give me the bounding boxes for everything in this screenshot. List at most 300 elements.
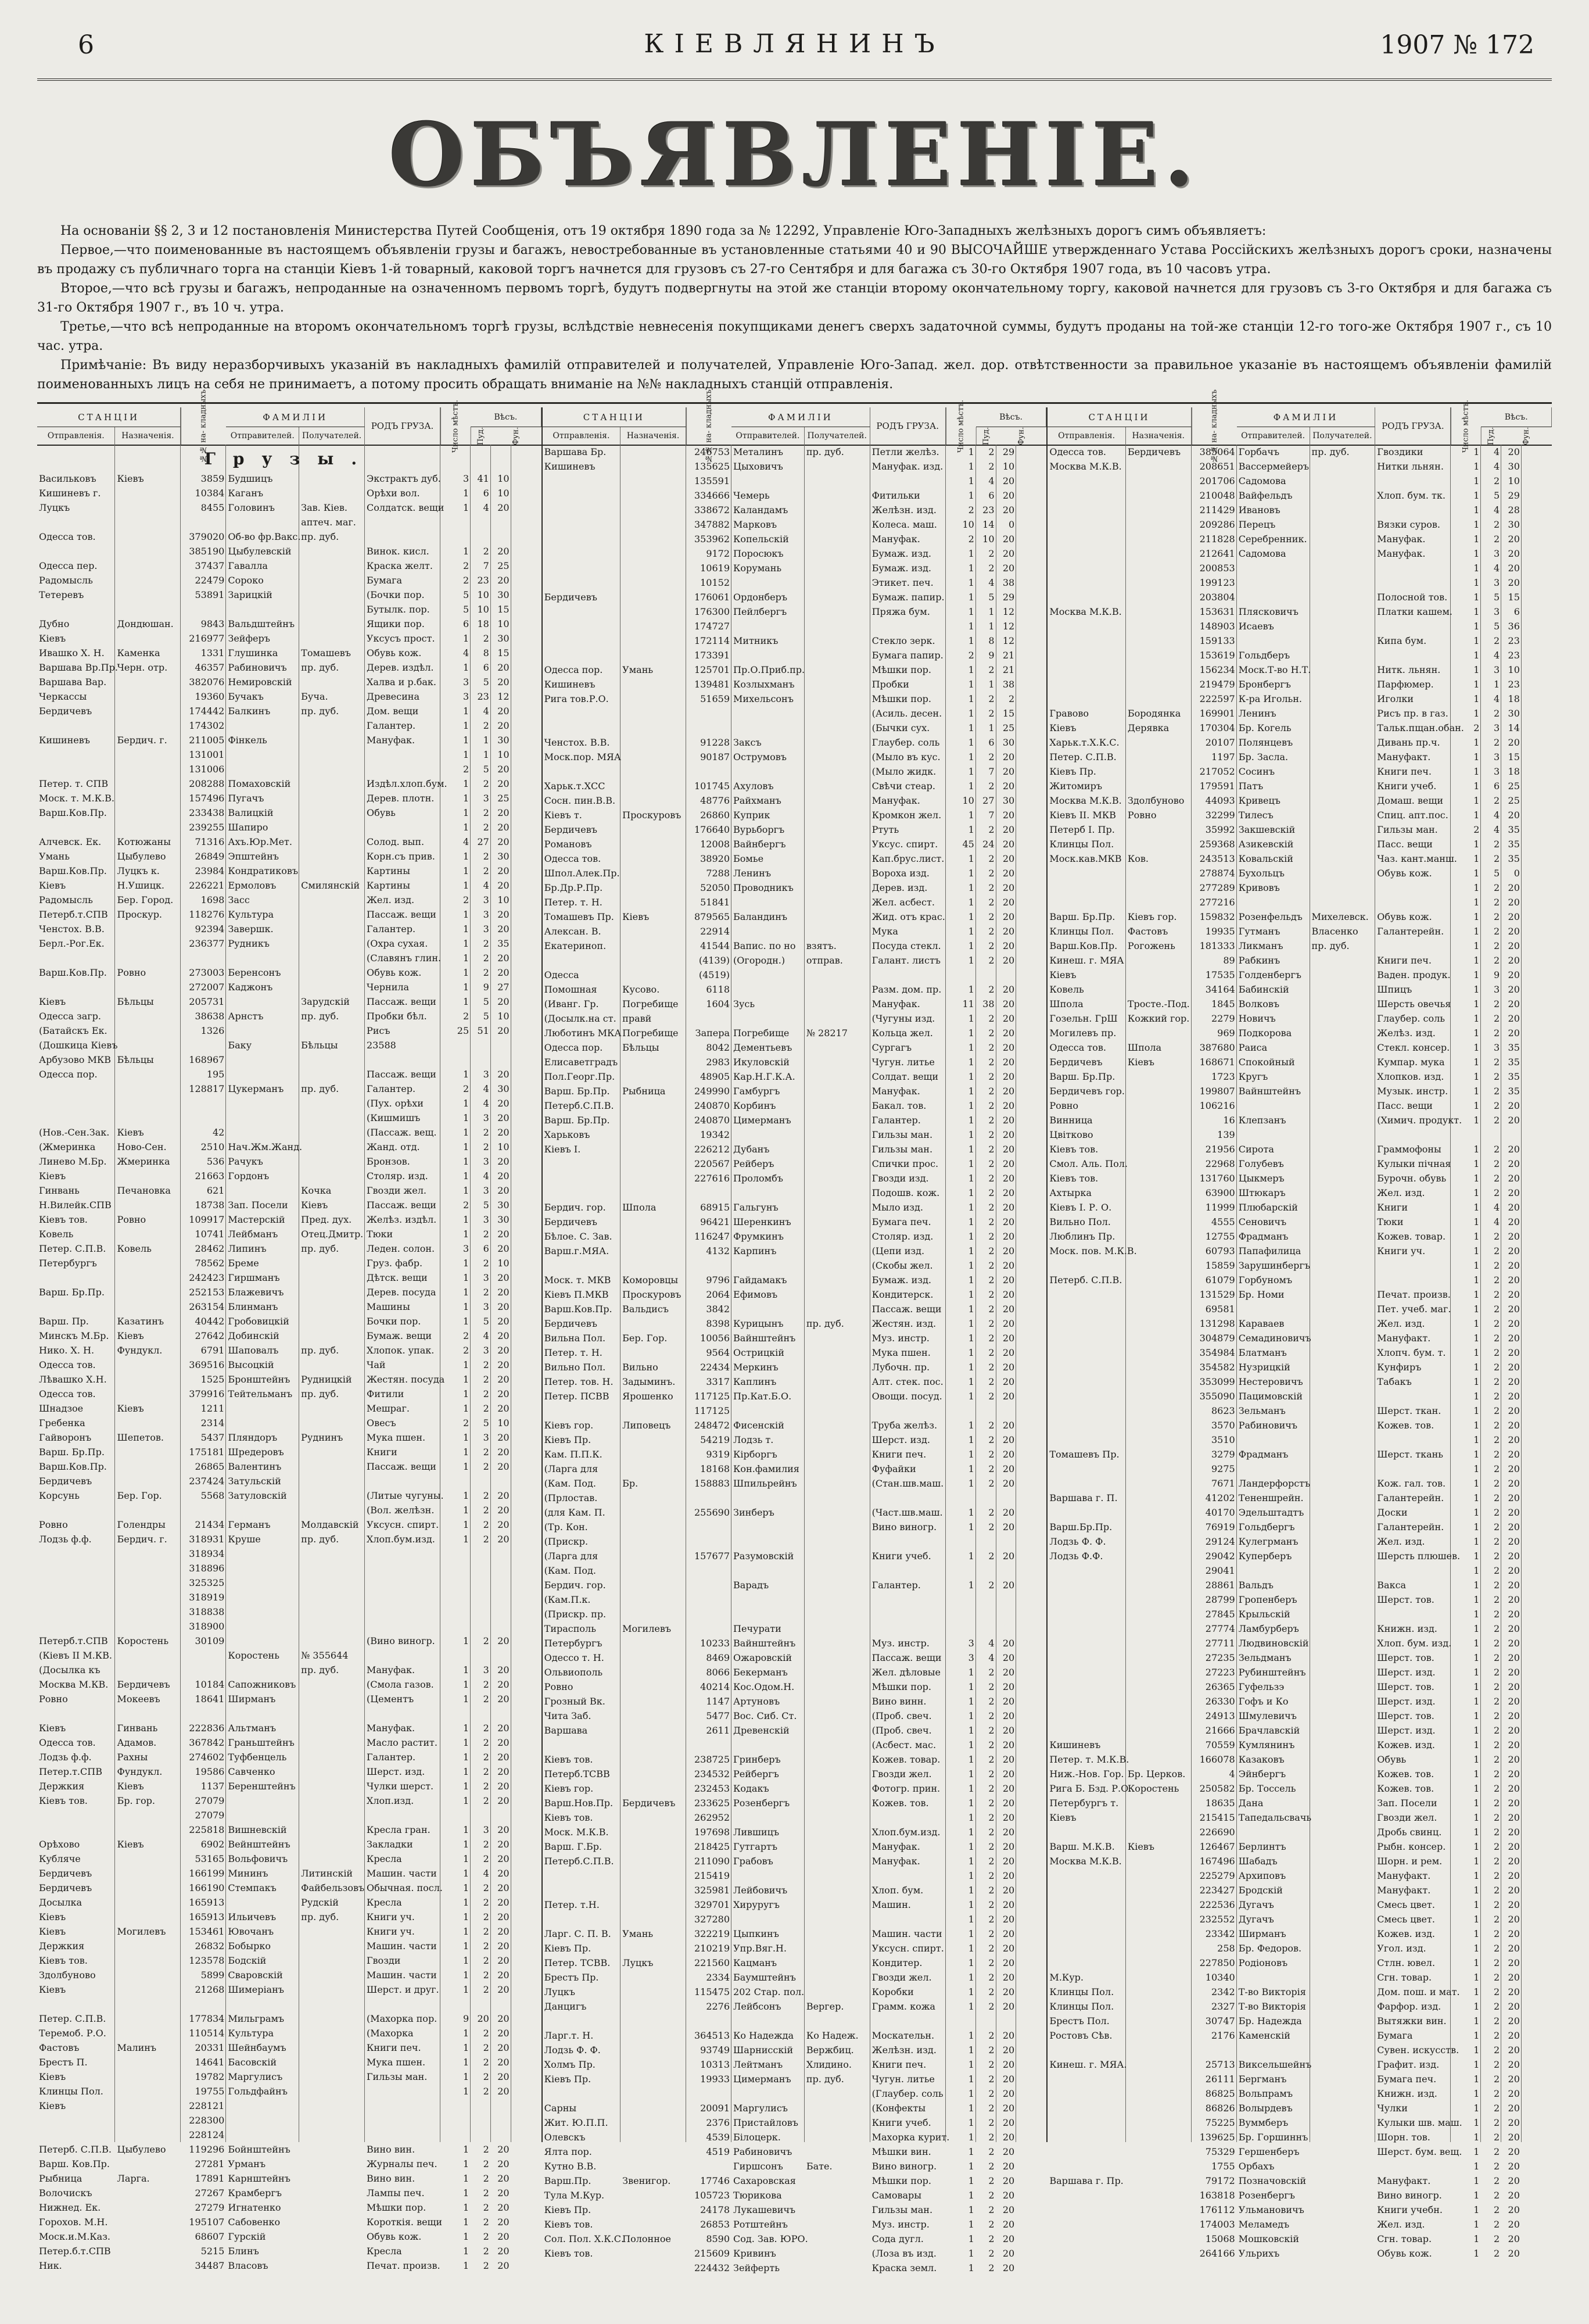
station-from: Варш. Бр.Пр. bbox=[544, 1086, 610, 1097]
weight-pud: 2 bbox=[1494, 2161, 1500, 2172]
table-row bbox=[543, 1127, 1047, 1142]
station-to bbox=[1126, 750, 1192, 764]
weight-fun: 20 bbox=[1508, 1391, 1520, 1402]
station-to bbox=[1126, 648, 1192, 663]
station-to bbox=[115, 1648, 181, 1663]
waybill-number: 227616 bbox=[694, 1173, 730, 1184]
pieces-count: 1 bbox=[462, 706, 469, 717]
weight-fun bbox=[491, 2128, 511, 2142]
receiver-name bbox=[1310, 997, 1376, 1011]
station-from: Петерб.С.П.В. bbox=[544, 1856, 614, 1867]
station-to bbox=[115, 675, 181, 689]
receiver-name bbox=[805, 982, 870, 997]
weight-fun: 30 bbox=[1508, 519, 1520, 530]
weight-fun: 10 bbox=[497, 749, 510, 760]
station-to bbox=[115, 558, 181, 573]
station-from: Ченстох. В.В. bbox=[544, 737, 610, 748]
station-to: Каменка bbox=[117, 647, 160, 658]
weight-pud: 2 bbox=[988, 1841, 995, 1852]
waybill-number: 278874 bbox=[1199, 868, 1235, 879]
weight-pud: 2 bbox=[988, 664, 995, 675]
cargo-type: Книги печ. bbox=[366, 2042, 421, 2053]
cargo-type: Жел. асбест. bbox=[871, 897, 935, 908]
receiver-name bbox=[299, 733, 365, 747]
weight-pud: 2 bbox=[988, 1071, 995, 1082]
cargo-type: Желѣзн. изд. bbox=[871, 504, 937, 515]
station-to bbox=[115, 2157, 181, 2171]
waybill-number: 322219 bbox=[694, 1928, 730, 1939]
station-to bbox=[1126, 2014, 1192, 2028]
station-from: Сосн. пин.В.В. bbox=[544, 795, 616, 806]
weight-pud: 2 bbox=[988, 1725, 995, 1736]
station-to bbox=[1126, 1389, 1192, 1403]
weight-fun bbox=[491, 515, 511, 529]
receiver-name bbox=[805, 1374, 870, 1389]
station-to: Фундукл. bbox=[117, 1345, 163, 1356]
pieces-count: 1 bbox=[462, 1781, 469, 1792]
weight-pud: 2 bbox=[1494, 1667, 1500, 1678]
weight-pud bbox=[976, 2014, 996, 2028]
waybill-number: 879565 bbox=[694, 911, 730, 922]
weight-fun: 20 bbox=[1508, 1202, 1520, 1213]
weight-fun: 20 bbox=[1508, 737, 1520, 748]
waybill-number: 228121 bbox=[189, 2100, 225, 2111]
station-from: Варш. Пр. bbox=[39, 1316, 89, 1327]
waybill-number: 8623 bbox=[1211, 1405, 1235, 1416]
sender-name: Розенбергъ bbox=[1238, 2190, 1295, 2201]
receiver-name bbox=[805, 619, 870, 633]
station-to bbox=[1126, 604, 1192, 619]
table-row bbox=[37, 1575, 541, 1590]
station-from bbox=[1048, 1403, 1125, 1418]
station-to bbox=[620, 1723, 686, 1738]
sender-name: Караваев bbox=[1238, 1318, 1285, 1329]
pieces-count: 1 bbox=[968, 2262, 974, 2273]
pieces-count: 1 bbox=[1473, 737, 1480, 748]
sender-name: Шмулевичъ bbox=[1238, 1710, 1297, 1721]
table-row bbox=[37, 1939, 541, 1953]
weight-pud: 2 bbox=[1494, 1856, 1500, 1867]
weight-fun: 20 bbox=[1002, 1478, 1015, 1489]
cargo-type: Тюки bbox=[1377, 1216, 1404, 1227]
table-row bbox=[543, 2203, 1047, 2217]
cargo-type: Мануфак. изд. bbox=[871, 461, 944, 472]
station-to bbox=[620, 1897, 686, 1912]
cargo-type: Картины bbox=[366, 865, 411, 876]
pieces-count: 1 bbox=[462, 996, 469, 1007]
station-from: Одесса пор. bbox=[544, 1042, 603, 1053]
table-row bbox=[1048, 982, 1552, 997]
table-row bbox=[543, 1825, 1047, 1839]
station-from: (Прлостав. bbox=[544, 1492, 598, 1503]
station-to bbox=[620, 2261, 686, 2275]
station-from: Пол.Георг.Пр. bbox=[544, 1071, 615, 1082]
station-from bbox=[37, 2113, 115, 2128]
waybill-number: 177834 bbox=[189, 2013, 225, 2024]
cargo-type: Обувь кож. bbox=[366, 967, 422, 978]
weight-fun: 20 bbox=[1002, 766, 1015, 777]
waybill-number: 4539 bbox=[706, 2132, 730, 2143]
station-to bbox=[115, 602, 181, 617]
station-to bbox=[115, 2011, 181, 2026]
weight-pud: 2 bbox=[1494, 475, 1500, 486]
weight-fun: 20 bbox=[1002, 1347, 1015, 1358]
weight-pud bbox=[976, 1403, 996, 1418]
station-from: Ростовъ Сѣв. bbox=[1049, 2030, 1113, 2041]
pieces-count: 3 bbox=[462, 676, 469, 687]
cargo-type: Вакса bbox=[1377, 1580, 1407, 1591]
receiver-name: пр. дуб. bbox=[301, 1388, 339, 1399]
table-row bbox=[1048, 2173, 1552, 2188]
sender-name: Кос.Одом.Н. bbox=[733, 1681, 795, 1692]
cargo-type: Подошв. кож. bbox=[871, 1187, 940, 1198]
station-to bbox=[1126, 503, 1192, 517]
station-from: Бердичевъ bbox=[544, 824, 597, 835]
pieces-count: 1 bbox=[462, 1403, 469, 1414]
weight-pud: 2 bbox=[483, 952, 489, 964]
weight-fun: 20 bbox=[1508, 1652, 1520, 1663]
station-to bbox=[620, 1883, 686, 1897]
weight-fun: 20 bbox=[497, 1461, 510, 1472]
cargo-type: Мыло изд. bbox=[871, 1202, 923, 1213]
waybill-number: 24178 bbox=[700, 2204, 730, 2215]
receiver-name bbox=[805, 1810, 870, 1825]
pieces-count: 1 bbox=[968, 1420, 974, 1431]
weight-fun: 20 bbox=[497, 2260, 510, 2271]
receiver-name bbox=[299, 893, 365, 907]
sender-name: Білоцерк. bbox=[733, 2132, 781, 2143]
station-from bbox=[1048, 2072, 1125, 2086]
waybill-number: 61079 bbox=[1205, 1274, 1235, 1285]
pieces-count: 1 bbox=[1473, 2146, 1480, 2157]
cargo-type: Шерст. изд. bbox=[871, 1434, 930, 1445]
cargo-type bbox=[1375, 939, 1451, 953]
weight-fun: 20 bbox=[497, 865, 510, 876]
station-to bbox=[1126, 1694, 1192, 1709]
station-from: Лодзь Ф. Ф. bbox=[544, 2044, 601, 2056]
weight-pud: 2 bbox=[1494, 1870, 1500, 1881]
sender-name: Печурати bbox=[733, 1623, 781, 1634]
listing-rows bbox=[1048, 445, 1552, 2259]
sender-name: Гропенберъ bbox=[1238, 1594, 1297, 1605]
receiver-name bbox=[805, 1680, 870, 1694]
station-from: Бѣлое. С. Зав. bbox=[544, 1231, 612, 1242]
sender-name: Азикевскій bbox=[1238, 839, 1294, 850]
weight-pud: 4 bbox=[1494, 1216, 1500, 1227]
sender-name bbox=[226, 1546, 299, 1561]
weight-pud: 2 bbox=[1494, 853, 1500, 864]
pieces-count: 2 bbox=[462, 1011, 469, 1022]
weight-fun: 10 bbox=[497, 473, 510, 484]
station-from: (для Кам. П. bbox=[544, 1507, 605, 1518]
weight-pud: 2 bbox=[988, 2175, 995, 2186]
cargo-type: Москательн. bbox=[871, 2030, 935, 2041]
waybill-number: 116247 bbox=[694, 1231, 730, 1242]
table-row bbox=[37, 1997, 541, 2011]
table-row bbox=[1048, 1694, 1552, 1709]
station-from: Корсунь bbox=[39, 1490, 80, 1501]
weight-pud: 2 bbox=[988, 1812, 995, 1823]
station-to: Бер. Гор. bbox=[117, 1490, 162, 1501]
station-from bbox=[1048, 1374, 1125, 1389]
sender-name bbox=[1237, 1127, 1310, 1142]
weight-pud bbox=[471, 1808, 491, 1822]
sender-name: Острумовъ bbox=[733, 751, 787, 762]
cargo-type: (Химич. продукт. bbox=[1377, 1115, 1462, 1126]
pieces-count: 1 bbox=[462, 502, 469, 513]
receiver-name bbox=[805, 575, 870, 590]
sender-name: Родіоновъ bbox=[1238, 1957, 1288, 1968]
station-to bbox=[1126, 692, 1192, 706]
pieces-count: 1 bbox=[462, 1882, 469, 1893]
weight-fun: 20 bbox=[497, 1853, 510, 1864]
weight-pud: 2 bbox=[483, 1446, 489, 1458]
cargo-type: (Проб. свеч. bbox=[871, 1710, 932, 1721]
sender-name bbox=[731, 1302, 805, 1316]
sender-name bbox=[731, 764, 805, 779]
waybill-number: 19360 bbox=[195, 691, 225, 702]
pieces-count: 1 bbox=[1473, 563, 1480, 574]
receiver-name bbox=[1310, 1113, 1376, 1127]
table-row bbox=[37, 1808, 541, 1822]
table-row bbox=[1048, 1592, 1552, 1607]
newspaper-title: КІЕВЛЯНИНЪ bbox=[644, 29, 945, 59]
station-to: Луцкъ bbox=[622, 1957, 654, 1968]
station-to: Жмеринка bbox=[117, 1156, 170, 1167]
station-from bbox=[1048, 1331, 1125, 1345]
waybill-number: 27223 bbox=[1205, 1667, 1235, 1678]
station-to bbox=[620, 1680, 686, 1694]
station-from: Клинцы Пол. bbox=[1049, 1986, 1114, 1997]
pieces-count: 2 bbox=[462, 1345, 469, 1356]
weight-fun: 20 bbox=[1508, 1376, 1520, 1387]
station-from: Держкия bbox=[39, 1940, 85, 1951]
receiver-name bbox=[805, 1345, 870, 1360]
station-from bbox=[543, 1912, 620, 1926]
station-to: Погребище bbox=[622, 1027, 679, 1039]
weight-fun bbox=[996, 1607, 1017, 1621]
waybill-number: 215419 bbox=[694, 1870, 730, 1881]
station-from bbox=[37, 1503, 115, 1517]
pieces-count bbox=[440, 1474, 471, 1488]
waybill-number: 327280 bbox=[694, 1914, 730, 1925]
weight-pud: 2 bbox=[1494, 1100, 1500, 1111]
waybill-number: 240870 bbox=[694, 1100, 730, 1111]
waybill-number: 126467 bbox=[1199, 1841, 1235, 1852]
weight-fun: 20 bbox=[1002, 1042, 1015, 1053]
receiver-name bbox=[299, 602, 365, 617]
station-from bbox=[1048, 1433, 1125, 1447]
receiver-name bbox=[299, 2200, 365, 2215]
sender-name: Сваровскій bbox=[228, 1970, 283, 1981]
table-row bbox=[543, 1723, 1047, 1738]
station-to bbox=[1126, 1316, 1192, 1331]
station-to: Гинвань bbox=[117, 1723, 158, 1734]
weight-pud: 2 bbox=[483, 2086, 489, 2097]
table-row bbox=[543, 939, 1047, 953]
table-row bbox=[543, 793, 1047, 808]
receiver-name bbox=[1310, 1098, 1376, 1113]
weight-pud: 23 bbox=[477, 575, 489, 586]
station-to: Фастовъ bbox=[1127, 926, 1168, 937]
pieces-count: 1 bbox=[462, 880, 469, 891]
cargo-type: Бумаж. изд. bbox=[871, 548, 931, 559]
weight-fun: 20 bbox=[1508, 1216, 1520, 1227]
waybill-number: 44093 bbox=[1205, 795, 1235, 806]
station-to: Погребище bbox=[622, 998, 679, 1009]
pieces-count: 1 bbox=[968, 824, 974, 835]
station-from bbox=[1048, 1592, 1125, 1607]
weight-pud: 7 bbox=[988, 810, 995, 821]
receiver-name: отправ. bbox=[806, 955, 843, 966]
waybill-number: 29041 bbox=[1205, 1565, 1235, 1576]
station-from: Кишиневъ bbox=[544, 679, 596, 690]
cargo-type: Кожев. товар. bbox=[1377, 1231, 1446, 1242]
pieces-count: 1 bbox=[968, 621, 974, 632]
weight-fun: 20 bbox=[1002, 2030, 1015, 2041]
sender-name: Шапиро bbox=[228, 822, 268, 833]
sender-name: Дугачъ bbox=[1238, 1914, 1274, 1925]
weight-pud: 2 bbox=[988, 1231, 995, 1242]
table-row bbox=[37, 2171, 541, 2186]
receiver-name bbox=[299, 675, 365, 689]
table-row bbox=[1048, 1839, 1552, 1854]
receiver-name bbox=[1310, 822, 1376, 837]
station-from: Екатериноп. bbox=[544, 940, 607, 951]
cargo-type: Кожев. тов. bbox=[1377, 1420, 1434, 1431]
waybill-number: 8042 bbox=[706, 1042, 730, 1053]
table-row bbox=[543, 2232, 1047, 2246]
station-to bbox=[1126, 517, 1192, 532]
table-row bbox=[543, 779, 1047, 793]
pieces-count: 1 bbox=[1473, 1507, 1480, 1518]
station-from: Фастовъ bbox=[39, 2042, 80, 2053]
waybill-number: 2510 bbox=[200, 1141, 225, 1152]
station-to: Кусово. bbox=[622, 984, 660, 995]
sender-name bbox=[1237, 1098, 1310, 1113]
table-row bbox=[543, 1549, 1047, 1563]
receiver-name bbox=[1310, 546, 1376, 561]
pieces-count bbox=[440, 1605, 471, 1619]
weight-fun: 20 bbox=[497, 1170, 510, 1181]
weight-pud: 2 bbox=[1494, 533, 1500, 545]
table-row bbox=[543, 1098, 1047, 1113]
table-row bbox=[1048, 1389, 1552, 1403]
sender-name bbox=[226, 1706, 299, 1721]
receiver-name bbox=[299, 747, 365, 762]
weight-fun: 20 bbox=[1508, 1696, 1520, 1707]
station-from: Бердичевъ bbox=[544, 592, 597, 603]
weight-fun: 20 bbox=[1508, 1347, 1520, 1358]
station-to bbox=[115, 2186, 181, 2200]
receiver-name bbox=[805, 1418, 870, 1433]
weight-pud: 2 bbox=[483, 938, 489, 949]
table-row bbox=[543, 764, 1047, 779]
cargo-type: Граммофоны bbox=[1377, 1144, 1441, 1155]
table-row bbox=[1048, 1302, 1552, 1316]
receiver-name bbox=[1310, 1287, 1376, 1302]
weight-pud: 2 bbox=[483, 720, 489, 731]
divider bbox=[37, 402, 1552, 404]
sender-name: Кірборгъ bbox=[733, 1449, 777, 1460]
receiver-name bbox=[805, 793, 870, 808]
sender-name: Брачлавскій bbox=[1238, 1725, 1300, 1736]
receiver-name bbox=[1310, 2144, 1376, 2159]
weight-pud: 2 bbox=[483, 865, 489, 876]
cargo-type: Кондитерск. bbox=[871, 1289, 934, 1300]
pieces-count: 2 bbox=[968, 650, 974, 661]
weight-pud: 2 bbox=[1494, 2132, 1500, 2143]
table-row bbox=[37, 1503, 541, 1517]
pieces-count: 1 bbox=[462, 982, 469, 993]
station-to bbox=[620, 1447, 686, 1462]
weight-fun: 20 bbox=[497, 1723, 510, 1734]
table-row bbox=[1048, 1171, 1552, 1186]
weight-fun: 25 bbox=[1508, 780, 1520, 792]
weight-fun: 30 bbox=[497, 1083, 510, 1094]
receiver-name bbox=[805, 1723, 870, 1738]
pieces-count: 1 bbox=[1473, 1420, 1480, 1431]
weight-pud: 41 bbox=[477, 473, 489, 484]
sender-name: Голденбергъ bbox=[1238, 969, 1301, 980]
table-row bbox=[543, 1302, 1047, 1316]
weight-fun bbox=[491, 1997, 511, 2011]
receiver-name bbox=[299, 617, 365, 631]
waybill-number: 175181 bbox=[189, 1446, 225, 1458]
weight-fun bbox=[491, 1648, 511, 1663]
cargo-type: Гвоздики bbox=[1377, 446, 1423, 457]
station-to bbox=[115, 2229, 181, 2244]
sender-name: Древенскій bbox=[733, 1725, 790, 1736]
sender-name: Сод. Зав. ЮРО. bbox=[733, 2233, 808, 2244]
pieces-count: 1 bbox=[968, 940, 974, 951]
sender-name: Крамбергъ bbox=[228, 2187, 282, 2198]
table-row bbox=[543, 445, 1047, 459]
station-from: Варш. Ков.Пр. bbox=[39, 2158, 110, 2169]
table-row bbox=[1048, 1316, 1552, 1331]
weight-fun: 20 bbox=[1002, 1376, 1015, 1387]
sender-name: Разумовскій bbox=[733, 1550, 794, 1562]
sender-name: Кар.Н.Г.К.А. bbox=[733, 1071, 795, 1082]
waybill-number: 27079 bbox=[195, 1795, 225, 1806]
sender-name bbox=[226, 1052, 299, 1067]
station-from: Одесса тов. bbox=[544, 853, 601, 864]
station-to bbox=[620, 1113, 686, 1127]
weight-pud: 2 bbox=[988, 2117, 995, 2128]
weight-fun: 10 bbox=[1002, 461, 1015, 472]
header-names: ФАМИЛІИ bbox=[731, 407, 870, 427]
weight-fun bbox=[491, 1546, 511, 1561]
waybill-number: 318838 bbox=[189, 1606, 225, 1617]
pieces-count: 1 bbox=[462, 1955, 469, 1966]
pieces-count: 1 bbox=[1473, 606, 1480, 617]
sender-name: Бобырко bbox=[228, 1940, 271, 1951]
cargo-type: Рисъ пр. в газ. bbox=[1377, 708, 1448, 719]
sender-name: Культура bbox=[228, 909, 274, 920]
receiver-name bbox=[1310, 1011, 1376, 1026]
weight-pud: 9 bbox=[988, 650, 995, 661]
waybill-number: 239255 bbox=[189, 822, 225, 833]
weight-fun: 20 bbox=[1508, 1594, 1520, 1605]
sender-name: Металинъ bbox=[733, 446, 783, 457]
table-row bbox=[37, 515, 541, 529]
weight-pud: 1 bbox=[988, 722, 995, 733]
station-to: Адамов. bbox=[117, 1737, 157, 1748]
station-to: Казатинъ bbox=[117, 1316, 164, 1327]
pieces-count: 3 bbox=[462, 691, 469, 702]
pieces-count: 1 bbox=[462, 662, 469, 673]
waybill-number bbox=[181, 1503, 226, 1517]
